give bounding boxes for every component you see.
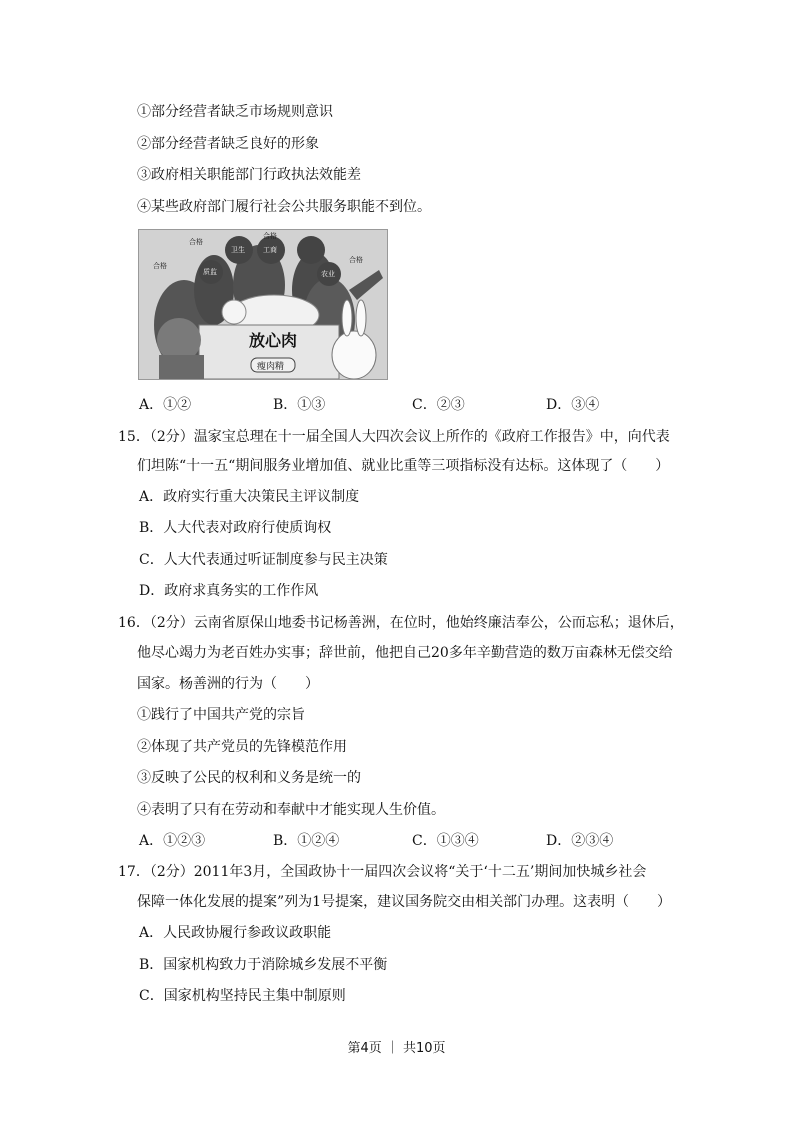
q14-item-3: ③政府相关职能部门行政执法效能差 xyxy=(137,167,361,183)
q14-item-2: ②部分经营者缺乏良好的形象 xyxy=(137,136,319,152)
q15-option-d: D．政府求真务实的工作作风 xyxy=(139,583,319,599)
q17-stem-line-2: 保障一体化发展的提案”列为1号提案，建议国务院交由相关部门办理。这表明（ ） xyxy=(137,894,672,910)
q15-option-a: A．政府实行重大决策民主评议制度 xyxy=(139,489,360,505)
q16-option-a: A．①②③ xyxy=(139,833,206,849)
q16-stem-line-2: 他尽心竭力为老百姓办实事；辞世前，他把自己20多年辛勤营造的数万亩森林无偿交给 xyxy=(137,645,673,661)
q16-stem-line-3: 国家。杨善洲的行为（ ） xyxy=(137,676,319,692)
cartoon-badge: 合格 xyxy=(349,256,363,264)
cartoon-badge: 工商 xyxy=(263,246,277,254)
cartoon-badge: 合格 xyxy=(189,238,203,246)
q15-stem-line-1: 15．（2分）温家宝总理在十一届全国人大四次会议上所作的《政府工作报告》中，向代表 xyxy=(118,429,670,445)
q16-option-c: C．①③④ xyxy=(412,833,479,849)
q16-item-1: ①践行了中国共产党的宗旨 xyxy=(137,707,305,723)
q14-item-1: ①部分经营者缺乏市场规则意识 xyxy=(137,104,333,120)
cartoon-badge: 质监 xyxy=(203,268,217,276)
cartoon-badge: 合格 xyxy=(153,262,167,270)
cartoon-sub-label: 瘦肉精 xyxy=(257,362,285,372)
q15-option-b: B．人大代表对政府行使质询权 xyxy=(139,520,332,536)
cartoon-main-label: 放心肉 xyxy=(249,331,298,350)
q15-stem-line-2: 们坦陈“十一五“期间服务业增加值、就业比重等三项指标没有达标。这体现了（ ） xyxy=(137,458,670,474)
q14-option-c: C．②③ xyxy=(412,397,465,413)
q16-option-d: D．②③④ xyxy=(546,833,614,849)
q16-item-3: ③反映了公民的权利和义务是统一的 xyxy=(137,770,361,786)
q17-option-c: C．国家机构坚持民主集中制原则 xyxy=(139,988,346,1004)
cartoon-badge: 合格 xyxy=(263,232,277,240)
q14-option-d: D．③④ xyxy=(546,397,600,413)
q14-option-a: A．①② xyxy=(139,397,192,413)
q17-option-a: A．人民政协履行参政议政职能 xyxy=(139,925,332,941)
q14-cartoon-image xyxy=(138,229,388,380)
q14-option-b: B．①③ xyxy=(273,397,326,413)
q16-item-4: ④表明了只有在劳动和奉献中才能实现人生价值。 xyxy=(137,802,445,818)
q14-item-4: ④某些政府部门履行社会公共服务职能不到位。 xyxy=(137,199,431,215)
q16-option-b: B．①②④ xyxy=(273,833,340,849)
cartoon-badge: 农业 xyxy=(321,270,335,278)
q16-item-2: ②体现了共产党员的先锋模范作用 xyxy=(137,739,347,755)
page-footer: 第4页 ｜ 共10页 xyxy=(347,1041,446,1056)
q17-stem-line-1: 17．（2分）2011年3月，全国政协十一届四次会议将“关于‘十二五’期间加快城乡社会 xyxy=(118,864,647,880)
q15-option-c: C．人大代表通过听证制度参与民主决策 xyxy=(139,552,388,568)
q16-stem-line-1: 16．（2分）云南省原保山地委书记杨善洲，在位时，他始终廉洁奉公，公而忘私；退休后， xyxy=(118,615,684,631)
cartoon-badge: 卫生 xyxy=(231,246,245,254)
q17-option-b: B．国家机构致力于消除城乡发展不平衡 xyxy=(139,957,388,973)
